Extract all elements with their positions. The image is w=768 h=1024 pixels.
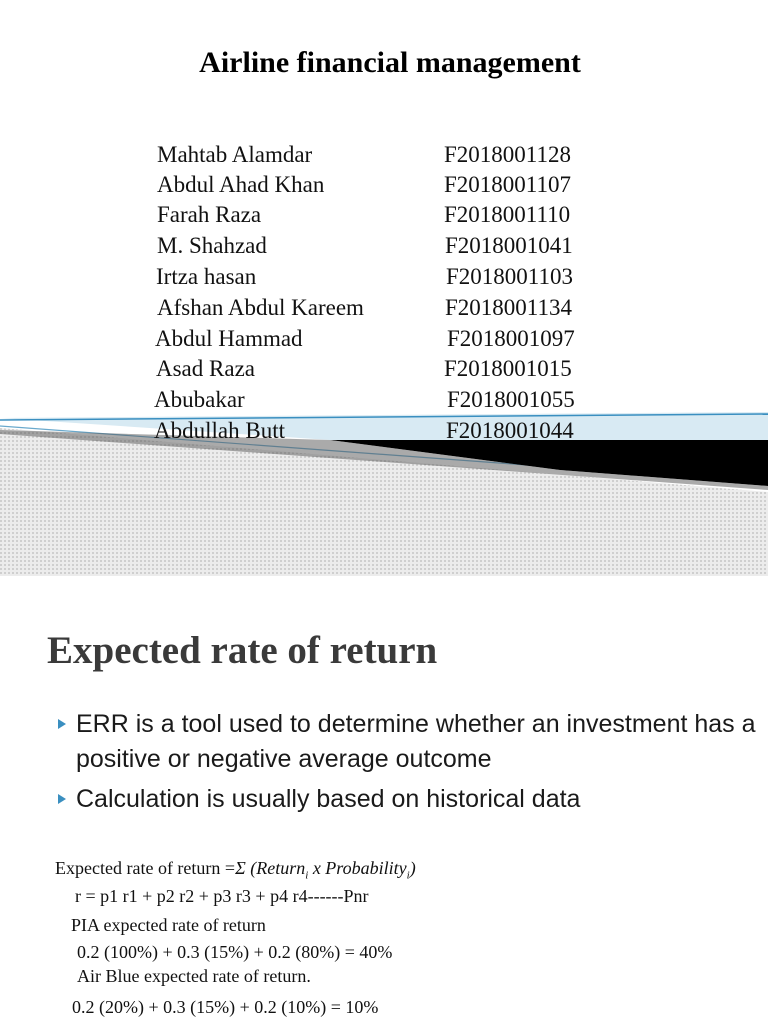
content-slide [0,576,768,1024]
member-id: F2018001128 [444,142,571,167]
member-id: F2018001107 [444,172,571,197]
member-row [0,418,768,448]
member-name: Asad Raza [156,356,255,381]
sigma-symbol: Σ [235,858,246,878]
member-name: Abdullah Butt [154,418,285,443]
formula-expansion: r = p1 r1 + p2 r2 + p3 r3 + p4 r4------Pnr [75,886,369,906]
member-row [0,233,768,263]
member-name: Afshan Abdul Kareem [157,295,364,320]
member-name: Abdul Hammad [155,326,303,351]
bullet-triangle-icon [58,794,66,804]
pia-heading: PIA expected rate of return [71,915,266,935]
subscript-i: i [305,869,309,882]
bullet-text: ERR is a tool used to determine whether an investment has a positive or negative average outcome [76,710,756,773]
slide-title: Expected rate of return [47,629,438,672]
bullet-triangle-icon [58,719,66,729]
member-name: Abdul Ahad Khan [157,172,325,197]
member-id: F2018001055 [447,387,575,412]
member-row [0,387,768,417]
member-name: Irtza hasan [156,264,257,289]
pia-calculation: 0.2 (100%) + 0.3 (15%) + 0.2 (80%) = 40% [77,942,393,962]
member-row [0,264,768,294]
member-id: F2018001110 [444,202,571,227]
bullet-item [58,707,758,777]
member-row [0,172,768,202]
formula-probability: x Probability [312,858,407,878]
formula-definition [55,858,416,882]
airblue-heading: Air Blue expected rate of return. [77,966,311,986]
bullet-item [58,782,758,817]
subscript-i: i [406,869,410,882]
member-id: F2018001044 [446,418,574,443]
presentation-title: Airline financial management [199,46,581,79]
member-id: F2018001097 [447,326,575,351]
member-id: F2018001015 [444,356,572,381]
member-row [0,202,768,232]
member-row [0,326,768,356]
member-id: F2018001103 [446,264,573,289]
member-name: Abubakar [154,387,245,412]
member-row [0,295,768,325]
member-name: M. Shahzad [157,233,267,258]
member-name: Mahtab Alamdar [157,142,313,167]
member-row [0,356,768,386]
bullet-text: Calculation is usually based on historical data [76,785,581,813]
airblue-calculation: 0.2 (20%) + 0.3 (15%) + 0.2 (10%) = 10% [72,997,379,1017]
member-id: F2018001041 [445,233,573,258]
formula-return: (Return [250,858,306,878]
member-id: F2018001134 [445,295,572,320]
member-row [0,142,768,172]
formula-lhs: Expected rate of return = [55,858,236,878]
member-name: Farah Raza [157,202,262,227]
formula-close: ) [409,858,416,878]
